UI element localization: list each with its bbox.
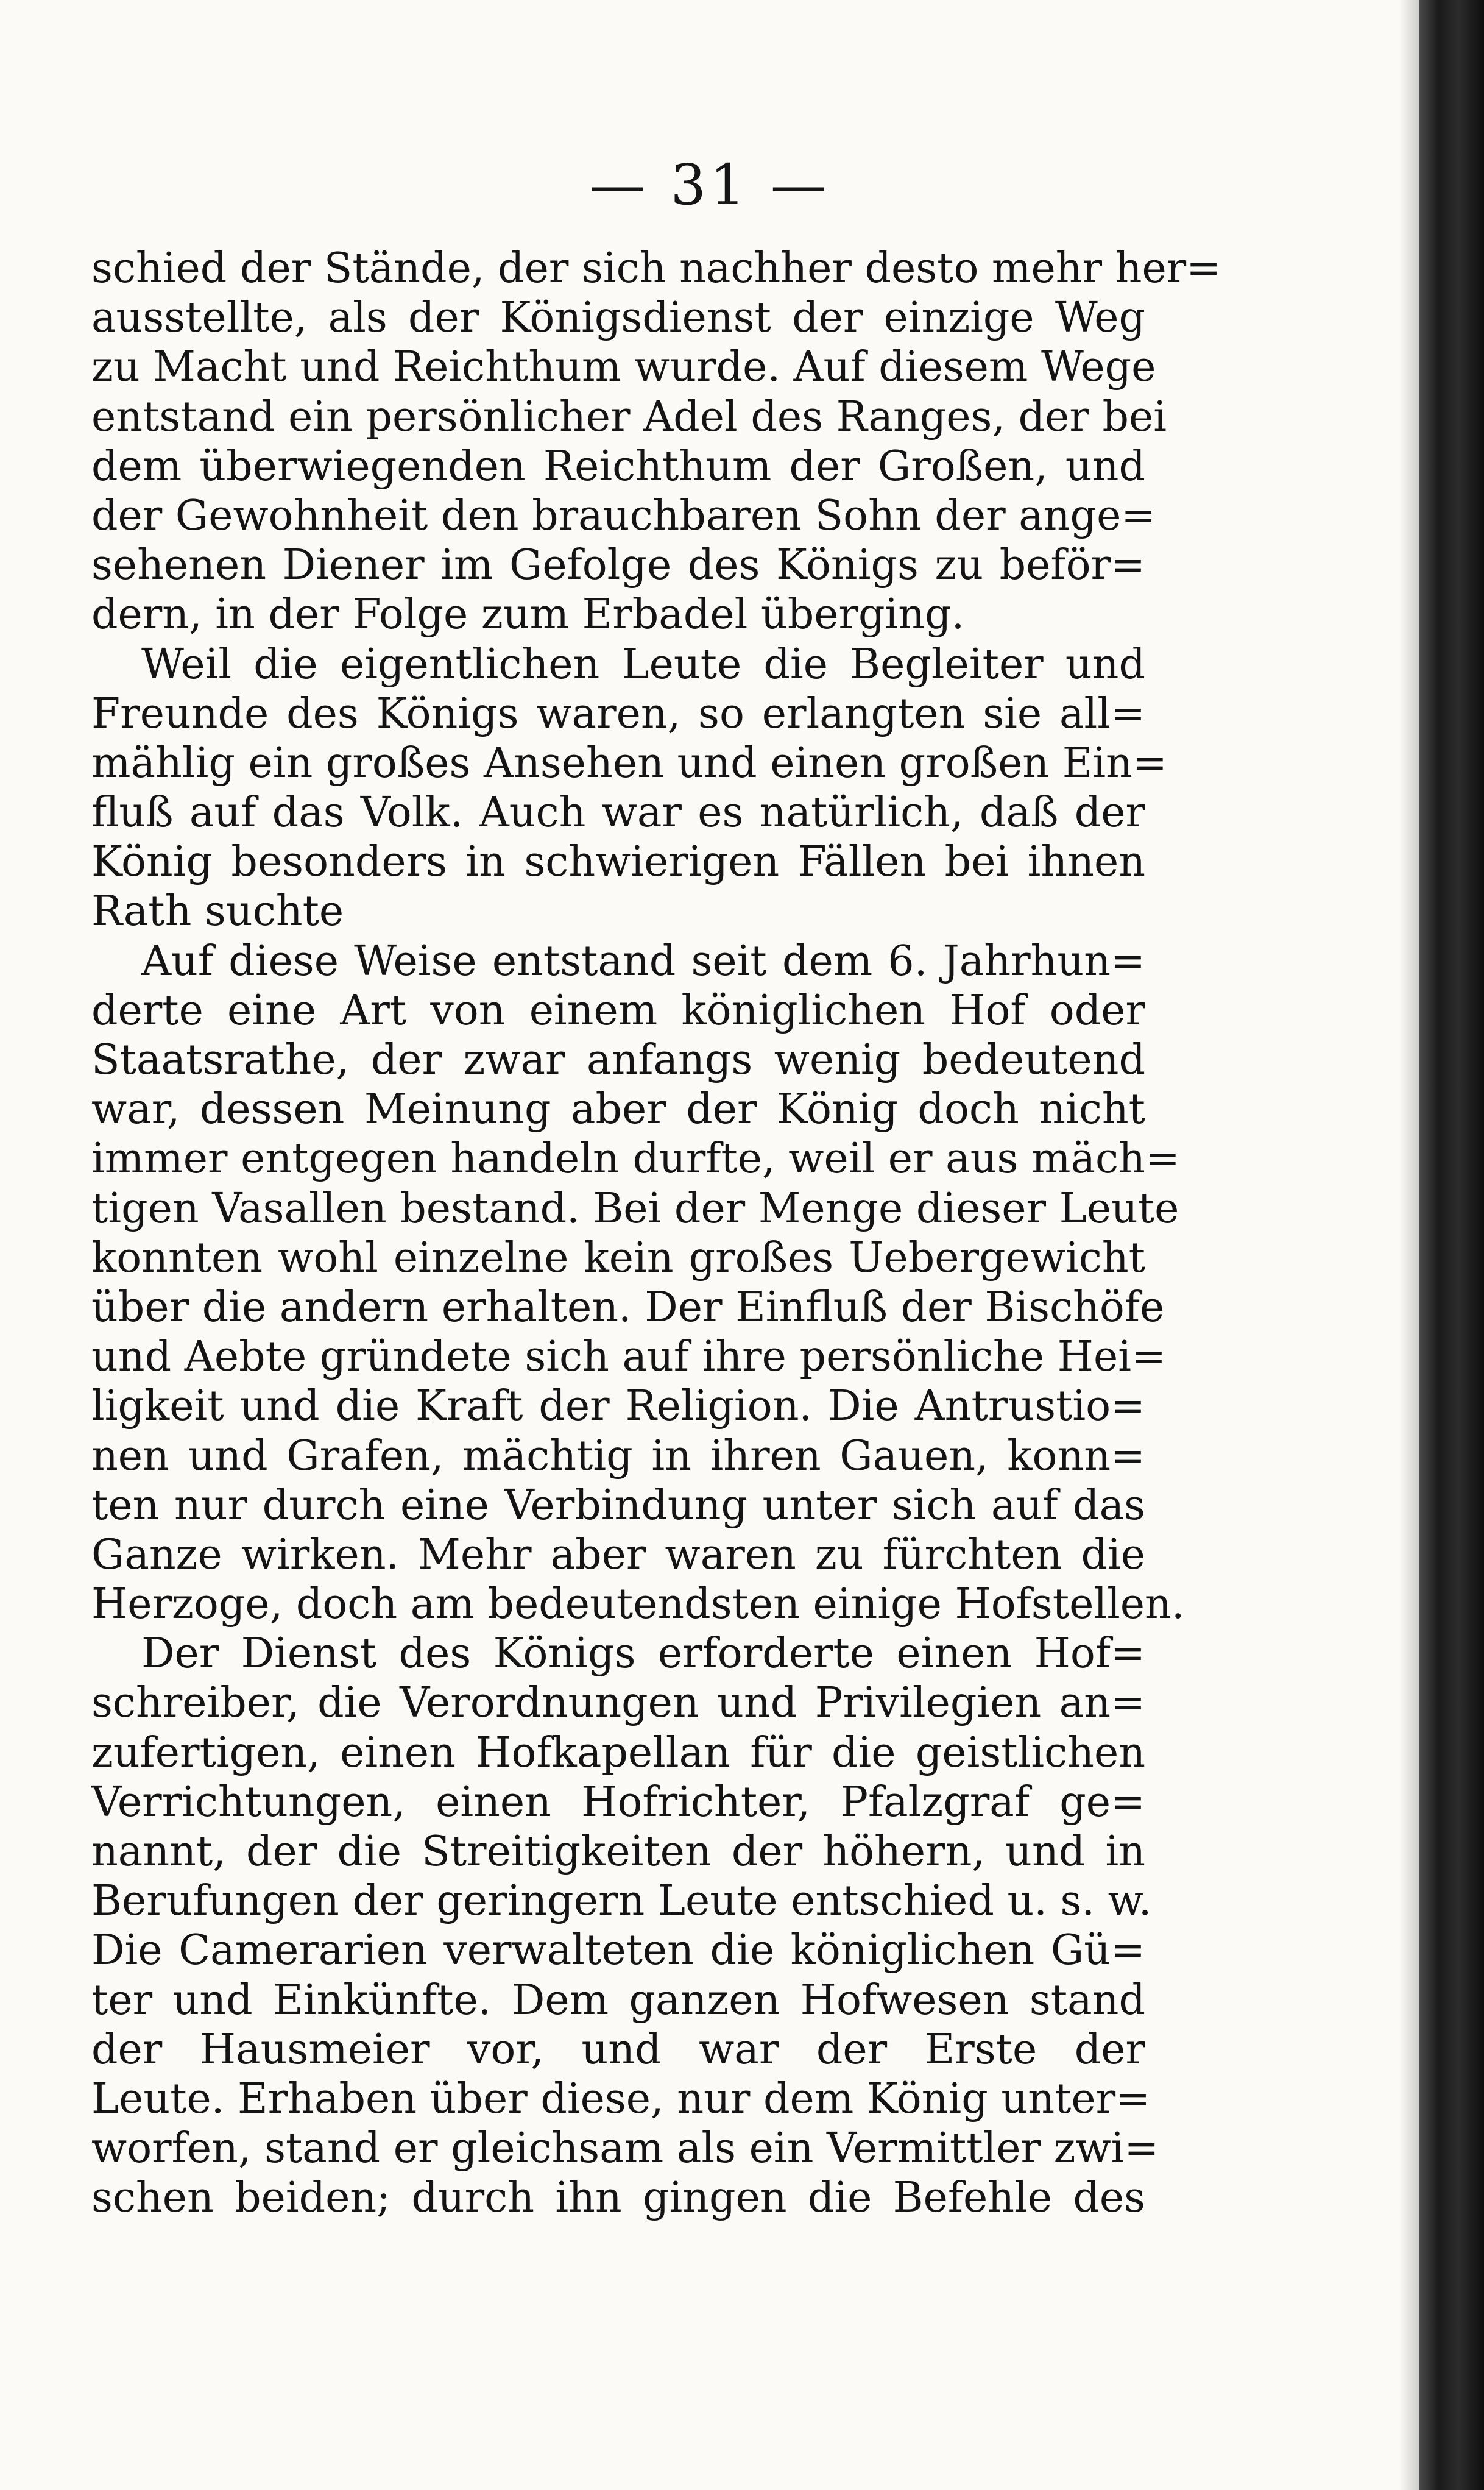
text-line: Freunde des Königs waren, so erlangten sie all= bbox=[91, 689, 1145, 738]
text-line: Weil die eigentlichen Leute die Begleiter und bbox=[141, 640, 1145, 689]
text-line: schreiber, die Verordnungen und Privilegien an= bbox=[91, 1679, 1145, 1728]
text-line: ter und Einkünfte. Dem ganzen Hofwesen stand bbox=[91, 1976, 1145, 2024]
text-line: ten nur durch eine Verbindung unter sich auf das bbox=[91, 1481, 1145, 1530]
text-line: Staatsrathe, der zwar anfangs wenig bedeutend bbox=[91, 1036, 1145, 1084]
text-line: der Gewohnheit den brauchbaren Sohn der ange= bbox=[91, 491, 1156, 540]
text-line: König besonders in schwierigen Fällen bei ihnen bbox=[91, 838, 1145, 887]
text-line: Auf diese Weise entstand seit dem 6. Jahrhun= bbox=[141, 937, 1145, 985]
text-line: Berufungen der geringern Leute entschied u. s. w. bbox=[91, 1877, 1152, 1926]
text-line: dem überwiegenden Reichthum der Großen, und bbox=[91, 442, 1145, 491]
text-line: tigen Vasallen bestand. Bei der Menge dieser Leute bbox=[91, 1184, 1179, 1233]
text-line: Herzoge, doch am bedeutendsten einige Hofstellen. bbox=[91, 1580, 1185, 1629]
text-line: derte eine Art von einem königlichen Hof oder bbox=[91, 986, 1145, 1035]
text-line: Rath suchte bbox=[91, 887, 344, 936]
text-line: dern, in der Folge zum Erbadel überging. bbox=[91, 591, 965, 639]
text-line: ligkeit und die Kraft der Religion. Die Antrustio= bbox=[91, 1382, 1145, 1431]
text-line: über die andern erhalten. Der Einfluß der Bischöfe bbox=[91, 1283, 1165, 1332]
body-text bbox=[91, 244, 1221, 2223]
text-line: nannt, der die Streitigkeiten der höhern, und in bbox=[91, 1828, 1145, 1876]
text-line: fluß auf das Volk. Auch war es natürlich, daß der bbox=[91, 789, 1145, 837]
text-line: und Aebte gründete sich auf ihre persönliche Hei= bbox=[91, 1333, 1166, 1382]
text-line: entstand ein persönlicher Adel des Ranges, der bei bbox=[91, 392, 1167, 441]
text-line: zufertigen, einen Hofkapellan für die geistlichen bbox=[91, 1728, 1145, 1777]
text-line: worfen, stand er gleichsam als ein Vermittler zwi= bbox=[91, 2124, 1159, 2173]
text-line: Leute. Erhaben über diese, nur dem König unter= bbox=[91, 2074, 1151, 2123]
text-line: nen und Grafen, mächtig in ihren Gauen, konn= bbox=[91, 1431, 1145, 1480]
text-line: Ganze wirken. Mehr aber waren zu fürchten die bbox=[91, 1530, 1145, 1579]
text-line: Verrichtungen, einen Hofrichter, Pfalzgraf ge= bbox=[91, 1778, 1145, 1826]
text-line: sehenen Diener im Gefolge des Königs zu beför= bbox=[91, 541, 1145, 590]
text-line: zu Macht und Reichthum wurde. Auf diesem Wege bbox=[91, 343, 1156, 392]
text-line: immer entgegen handeln durfte, weil er aus mäch= bbox=[91, 1135, 1180, 1183]
text-line: schen beiden; durch ihn gingen die Befehle des bbox=[91, 2174, 1145, 2222]
page-number: — 31 — bbox=[589, 152, 830, 218]
text-line: war, dessen Meinung aber der König doch nicht bbox=[91, 1085, 1145, 1134]
page-gutter-shadow bbox=[1399, 0, 1419, 2490]
book-binding-edge bbox=[1419, 0, 1484, 2490]
text-line: ausstellte, als der Königsdienst der einzige Weg bbox=[91, 294, 1145, 342]
text-line: schied der Stände, der sich nachher desto mehr her= bbox=[91, 244, 1221, 293]
text-line: Die Camerarien verwalteten die königlichen Gü= bbox=[91, 1926, 1145, 1975]
text-line: mählig ein großes Ansehen und einen großen Ein= bbox=[91, 739, 1167, 787]
text-line: konnten wohl einzelne kein großes Uebergewicht bbox=[91, 1233, 1145, 1282]
text-line: Der Dienst des Königs erforderte einen Hof= bbox=[141, 1630, 1145, 1678]
text-line: der Hausmeier vor, und war der Erste der bbox=[91, 2025, 1145, 2074]
